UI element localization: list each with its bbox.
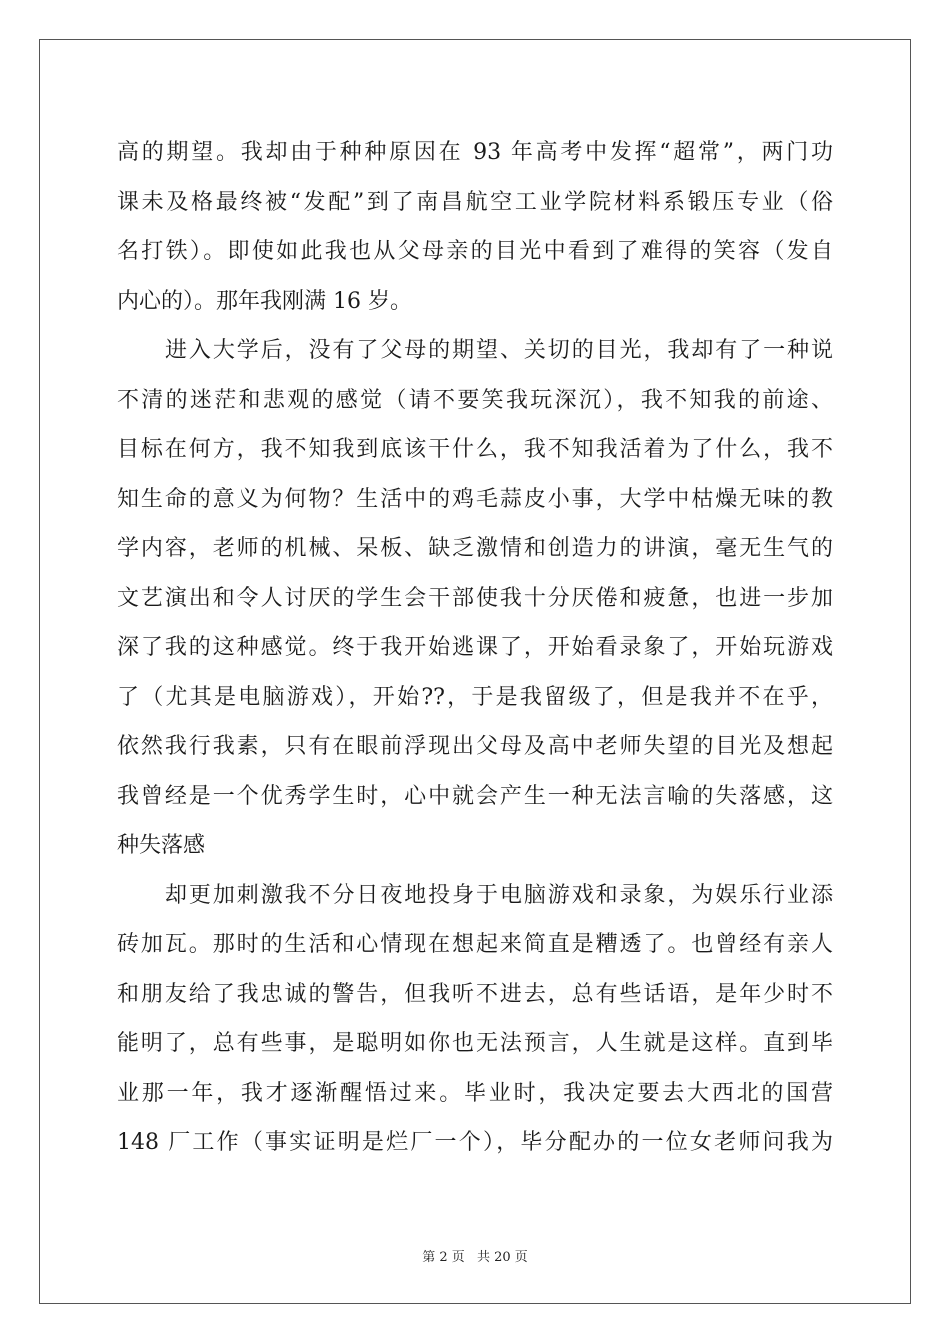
text-line: 148 厂工作（事实证明是烂厂一个），毕分配办的一位女老师问我为 [117,1130,833,1155]
text-line: 能明了，总有些事，是聪明如你也无法预言，人生就是这样。直到毕 [117,1031,833,1056]
text-line: 和朋友给了我忠诚的警告，但我听不进去，总有些话语，是年少时不 [117,981,833,1007]
paragraph-2 [117,326,833,871]
text-line: 课未及格最终被“发配”到了南昌航空工业学院材料系锻压专业（俗 [117,189,833,215]
text-line: 内心的）。那年我刚满 16 岁。 [117,288,412,314]
text-line: 不清的迷茫和悲观的感觉（请不要笑我玩深沉），我不知我的前途、 [117,387,833,413]
text-line: 砖加瓦。那时的生活和心情现在想起来简直是糟透了。也曾经有亲人 [117,932,833,957]
text-line: 知生命的意义为何物？生活中的鸡毛蒜皮小事，大学中枯燥无味的教 [117,486,833,512]
text-line: 文艺演出和令人讨厌的学生会干部使我十分厌倦和疲惫，也进一步加 [117,585,833,611]
text-line: 目标在何方，我不知我到底该干什么，我不知我活着为了什么，我不 [117,437,833,462]
text-line: 深了我的这种感觉。终于我开始逃课了，开始看录象了，开始玩游戏 [117,635,833,660]
text-line: 进入大学后，没有了父母的期望、关切的目光，我却有了一种说 [165,338,833,363]
text-line: 种失落感 [117,833,206,858]
page-total: 共 20 页 [476,1250,528,1265]
text-line: 了（尤其是电脑游戏），开始??，于是我留级了，但是我并不在乎， [117,684,833,710]
page-footer [0,1246,950,1265]
text-line: 却更加刺激我不分日夜地投身于电脑游戏和录象，为娱乐行业添 [165,882,833,908]
text-line: 高的期望。我却由于种种原因在 93 年高考中发挥“超常”，两门功 [117,140,833,165]
text-line: 名打铁）。即使如此我也从父母亲的目光中看到了难得的笑容（发自 [117,239,833,264]
text-line: 业那一年，我才逐渐醒悟过来。毕业时，我决定要去大西北的国营 [117,1080,833,1106]
text-line: 依然我行我素，只有在眼前浮现出父母及高中老师失望的目光及想起 [117,734,833,759]
paragraph-1 [117,128,833,326]
page-number: 第 2 页 [422,1250,465,1265]
text-line: 我曾经是一个优秀学生时，心中就会产生一种无法言喻的失落感，这 [117,783,833,809]
text-line: 学内容，老师的机械、呆板、缺乏激情和创造力的讲演，毫无生气的 [117,536,833,561]
paragraph-3 [117,871,833,1168]
document-body [117,128,833,1168]
